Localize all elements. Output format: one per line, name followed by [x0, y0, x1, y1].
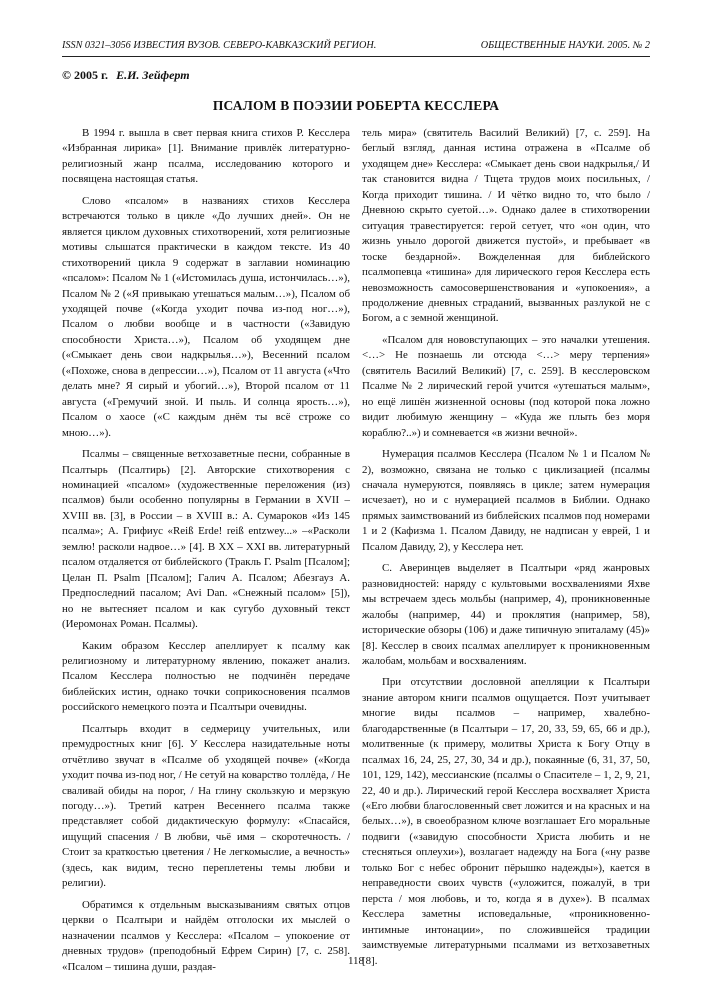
- left-column: [62, 126, 350, 981]
- paragraph: Слово «псалом» в названиях стихов Кесслера встречаются только в цикле «До лучших дней». Он не является циклом духовных стихотворений, хотя религиозные мотивы слышатся практически в каждом тексте. Из 40 стихотворений цикла 9 содержат в заглавии номинацию «псалом»: Псалом № 1 («Истомилась душа, истончилась…»), Псалом № 2 («Я привыкаю утешаться малым…»), Псалом об уходящей почве («Когда уходит почва из-под ног…»), Псалом о любви вообще и в частности («Завидую способности Христа…»), Псалом об уходящем дне («Смыкает день свои надкрылья…»), Весенний псалом («Похоже, снова в депрессии…»), Псалом от 11 августа («Что делать мне? Я сирый и убогий…»), Второй псалом от 11 августа («Гремучий зной. И пыль. И солнца ярость…»), Псалом о хаосе («С каждым днём ты всё строже со мною…»).: [62, 194, 350, 439]
- copyright-year: © 2005 г.: [62, 68, 109, 82]
- right-column: [362, 126, 650, 975]
- paragraph: Каким образом Кесслер апеллирует к псалму как религиозному и литературному явлению, покажет анализ. Псалом Кесслера полностью не подчинён передаче библейских истин, однако точки соприкосновения псалмов российского немецкого поэта и Псалтыри очевидны.: [62, 639, 350, 714]
- running-header: [62, 40, 650, 56]
- paragraph: При отсутствии дословной апелляции к Псалтыри знание автором книги псалмов ощущается. Поэт учитывает многие виды псалмов – например, хвалебно-благодарственные (в Псалтыри – 17, 20, 33, 59, 65, 66 и др.), молитвенные (к примеру, молитвы Христа к Богу Отцу в псалмах 16, 24, 25, 27, 30, 34 и др.), покаянные (6, 31, 37, 50, 101, 129, 142), мессианские (псалмы о Спасителе – 1, 2, 9, 21, 22, 40 и др.). Лирический герой Кесслера восхваляет Христа («Его любви благословенный свет ложится и на красных и на белых…»), в своеобразном ключе возглашает Его моральные подвиги («завидую способности Христа любить и не стесняться оплеухи»), возлагает надежду на Бога («ну разве только Бог с небес обронит пёрышко надежды»), кается в неправедности своих чувств («уложится, пожалуй, в три перста / моя любовь, и то, когда я в духе»). В псалмах Кесслера заметны исповедальные, «проникновенно-интимные интонации», по сложившейся традиции заимствуемые литературными псалмами из ветхозаветных [8].: [362, 676, 650, 967]
- paragraph: Псалмы – священные ветхозаветные песни, собранные в Псалтырь (Псалтирь) [2]. Авторские стихотворения с номинацией «псалом» (художественные переложения (из) псалмов) были особенно популярны в Германии в XVII – XVIII вв. [3], в России – в XVIII в.: А. Сумароков «Из 145 псалма»; А. Грифиус «Reiß Erde! reiß entzwey...» –«Расколи землю! расколи надвое…» [4]. В XX – XXI вв. литературный псалом отдаляется от библейского (Тракль Г. Psalm [Псалом]; Целан П. Psalm [Псалом]; Галич А. Псалом; Абезгауз А. Предпоследний пасалом; Avi Dan. «Снежный псалом» [5]), но не вытесняет псалом и как сугубо духовный текст (Иеромонах Роман. Псалмы).: [62, 448, 350, 631]
- author-name: Е.И. Зейферт: [116, 68, 190, 82]
- paragraph-continued: тель мира» (святитель Василий Великий) [7, с. 259]. На беглый взгляд, данная истина отражена в «Псалме об уходящем дне» Кесслера: «Смыкает день свои надкрылья,/ И так становится видна / Тщета трудов моих посильных, / Когда приходит тишина. / И чётко видно то, что было / Дневною скрыто суетой…». Однако далее в стихотворении ситуация травестируется: герой сетует, что «он один, что жизнь уныло дорогой движется пустой», и пребывает «в тоске бездарной». Вожделенная для библейского псалмопевца «тишина» для лирического героя Кесслера есть невозможность самосовершенствования и «упокоения», а продолжение дневных страданий, вызванных разлукой не с Богом, а с земной женщиной.: [362, 127, 650, 325]
- page-number: 118: [347, 955, 365, 967]
- paragraph: В 1994 г. вышла в свет первая книга стихов Р. Кесслера «Избранная лирика» [1]. Внимание привлёк литературно-религиозный жанр псалма, исследованию которого и посвящена настоящая статья.: [62, 127, 350, 186]
- journal-header-right: ОБЩЕСТВЕННЫЕ НАУКИ. 2005. № 2: [480, 40, 650, 51]
- paragraph: Обратимся к отдельным высказываниям святых отцов церкви о Псалтыри и найдём отголоски их мыслей о назначении псалмов у Кесслера: «Псалом – упокоение от дневных трудов» (преподобный Ефрем Сирин) [7, с. 258]. «Псалом – тишина души, раздая-: [62, 898, 350, 973]
- paragraph: Псалтырь входит в седмерицу учительных, или премудростных книг [6]. У Кесслера назидательные ноты отчётливо звучат в «Псалме об уходящей почве» («Когда уходит почва из-под ног, / Не сетуй на коварство толлёда, / Не сваливай обиды на порог, / На глину скользкую и мерзкую погоду…»). Третий катрен Весеннего псалма также представляет собой дидактическую формулу: «Спасайся, ищущий спасения / В любви, чьё имя – скоротечность. / Стоит за краткостью цветения / Не легкомыслие, а вечность» (здесь, как видим, тесно переплетены темы любви и религии).: [62, 722, 350, 890]
- paragraph: «Псалом для нововступающих – это началки утешения. <…> Не познаешь ли отсюда <…> меру терпения» (святитель Василий Великий) [7, с. 259]. В кесслеровском Псалме № 2 лирический герой учится «утешаться малым», но ещё лишён жизненной основы (под которой пока ложно видит любимую женщину – «Куда же плыть без моря кораблю?..») и сомневается «в жизни вечной».: [362, 333, 650, 439]
- header-rule: [62, 56, 650, 57]
- paragraph: С. Аверинцев выделяет в Псалтыри «ряд жанровых разновидностей: наряду с культовыми восхвалениями Яхве мы встречаем здесь мольбы (например, 4), проникновенные жалобы (например, 44) и проклятия (например, 58), исторические обзоры (106) и даже типичную эпиталаму (45)» [8]. Кесслер в своих псалмах апеллирует к проникновенным жалобам, мольбам и восхвалениям.: [362, 562, 650, 667]
- journal-header-left: ISSN 0321–3056 ИЗВЕСТИЯ ВУЗОВ. СЕВЕРО-КАВКАЗСКИЙ РЕГИОН.: [62, 40, 377, 51]
- byline: [62, 68, 190, 83]
- paragraph: Нумерация псалмов Кесслера (Псалом № 1 и Псалом № 2), возможно, связана не только с циклизацией (псалмы сначала нумеруются, появляясь в цикле; затем нумерация исчезает), но и с нумерацией псалмов в Библии. Однако прямых заимствований из библейских псалмов под номерами 1 и 2 (Кафизма 1. Псалом Давиду, не надписан у еврей, 1 и Псалом Давиду, 2), у Кесслера нет.: [362, 448, 650, 553]
- article-title: ПСАЛОМ В ПОЭЗИИ РОБЕРТА КЕССЛЕРА: [212, 98, 500, 113]
